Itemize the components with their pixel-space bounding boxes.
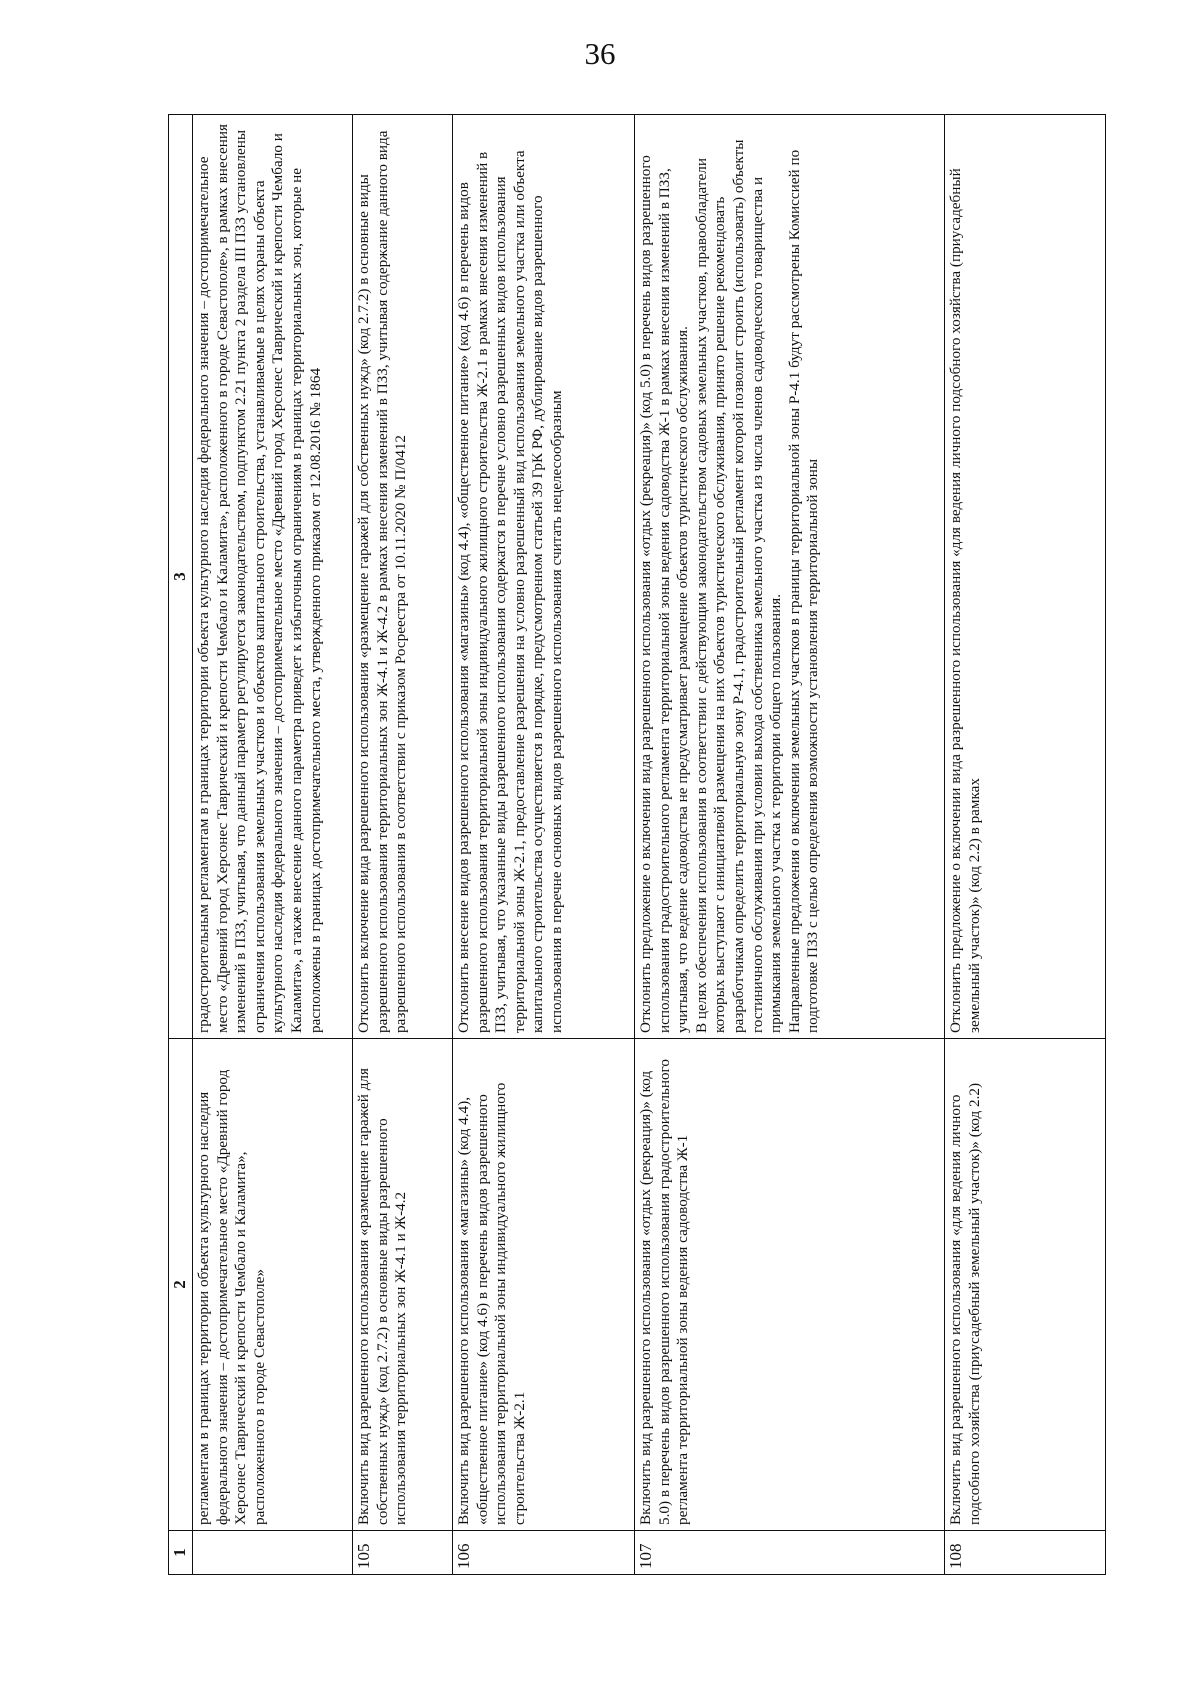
rotated-table-frame — [168, 115, 1106, 1575]
proposal-cell: Включить вид разрешенного использования «размещение гаражей для собственных нужд» (код 2.7.2) в основные виды разрешенного использования территориальных зон Ж-4.1 и Ж-4.2 — [353, 1039, 453, 1531]
decision-paragraph: Отклонить включение вида разрешенного использования «размещение гаражей для собственных нужд» (код 2.7.2) в основные виды разрешенного использования территориальных зон Ж-4.1 и Ж-4.2 в рамках внесения изменений в ПЗЗ, учитывая содержание данного вида разрешенного использования в соответствии с приказом Росреестра от 10.11.2020 № П/0412 — [355, 130, 410, 1033]
proposal-cell: Включить вид разрешенного использования «отдых (рекреация)» (код 5.0) в перечень видов разрешенного использования градостроительного регламента территориальной зоны ведения садоводства Ж-1 — [635, 1039, 945, 1531]
row-number: 105 — [353, 1531, 453, 1575]
page-number: 36 — [584, 36, 616, 71]
table-row — [635, 115, 945, 1575]
row-number: 106 — [453, 1531, 635, 1575]
table-row — [945, 115, 1106, 1575]
header-col-1: 1 — [169, 1531, 193, 1575]
proposal-cell: регламентам в границах территории объекта культурного наследия федерального значения – достопримечательное место «Древний город Херсонес Таврический и крепости Чембало и Каламита», расположенного в городе Севастополе» — [193, 1039, 353, 1531]
table-row — [453, 115, 635, 1575]
row-number: 107 — [635, 1531, 945, 1575]
decision-paragraph: В целях обеспечения использования в соответствии с действующим законодательством садовых земельных участков, правообладатели которых выступают с инициативой размещения на них объектов туристического обслуживания, принято решение рекомендовать разработчикам определить территориальную зону Р-4.1, градостроительный регламент которой позволит строить (использовать) объекты гостиничного обслуживания при условии выхода собственника земельного участка из числа членов садоводческого товарищества и примыкания земельного участка к территории общего пользования. — [692, 139, 785, 1033]
decision-cell — [635, 115, 945, 1039]
decision-paragraph: Направленные предложения о включении земельных участков в границы территориальной зоны Р-4.1 будут рассмотрены Комиссией по подготовке ПЗЗ с целью определения возможности установления территориальной зоны — [785, 149, 822, 1033]
decision-cell — [353, 115, 453, 1039]
header-col-3: 3 — [169, 115, 193, 1039]
row-number — [193, 1531, 353, 1575]
table-header-row — [169, 115, 193, 1575]
header-col-2: 2 — [169, 1039, 193, 1531]
decision-cell — [193, 115, 353, 1039]
proposal-cell: Включить вид разрешенного использования «для ведения личного подсобного хозяйства (приусадебный земельный участок)» (код 2.2) — [945, 1039, 1106, 1531]
decision-cell — [453, 115, 635, 1039]
table-row — [193, 115, 353, 1575]
table-row — [353, 115, 453, 1575]
decision-paragraph: Отклонить предложение о включении вида разрешенного использования «отдых (рекреация)» (код 5.0) в перечень видов разрешенного использования градостроительного регламента территориальной зоны ведения садоводства Ж-1 в рамках внесения изменений в ПЗЗ, учитывая, что ведение садоводства не предусматривает размещение объектов туристического обслуживания. — [637, 155, 692, 1033]
decision-paragraph: Отклонить предложение о включении вида разрешенного использования «для ведения личного подсобного хозяйства (приусадебный земельный участок)» (код 2.2) в рамках — [947, 168, 983, 1033]
row-number: 108 — [945, 1531, 1106, 1575]
decision-paragraph: Отклонить внесение видов разрешенного использования «магазины» (код 4.4), «общественное питание» (код 4.6) в перечень видов разрешенного использования территориальной зоны индивидуального жилищного строительства Ж-2.1 в рамках внесения изменений в ПЗЗ, учитывая, что указанные виды разрешенного использования содержатся в перечне условно разрешенных видов использования территориальной зоны Ж-2.1, предоставление разрешения на условно разрешенный вид использования земельного участка или объекта капитального строительства осуществляется в порядке, предусмотренном статьей 39 ГрК РФ, дублирование видов разрешенного использования в перечне основных видов разрешенного использования считать нецелесообразным — [455, 150, 565, 1033]
proposal-cell: Включить вид разрешенного использования «магазины» (код 4.4), «общественное питание» (код 4.6) в перечень видов разрешенного использования территориальной зоны индивидуального жилищного строительства Ж-2.1 — [453, 1039, 635, 1531]
decisions-table — [168, 114, 1106, 1575]
decision-cell — [945, 115, 1106, 1039]
decision-paragraph: градостроительным регламентам в границах территории объекта культурного наследия федерального значения – достопримечательное место «Древний город Херсонес Таврический и крепости Чембало и Каламита», расположенного в городе Севастополе», в рамках внесения изменений в ПЗЗ, учитывая, что данный параметр регулируется законодательством, подпунктом 2.21 пункта 2 раздела III ПЗЗ установлены ограничения использования земельных участков и объектов капитального строительства, устанавливаемые в целях охраны объекта культурного наследия федерального значения – достопримечательное место «Древний город Херсонес Таврический и крепости Чембало и Каламита», а также внесение данного параметра приведет к избыточным ограничениям в границах территориальных зон, которые не расположены в границах достопримечательного места, утвержденного приказом от 12.08.2016 № 1864 — [195, 124, 324, 1033]
